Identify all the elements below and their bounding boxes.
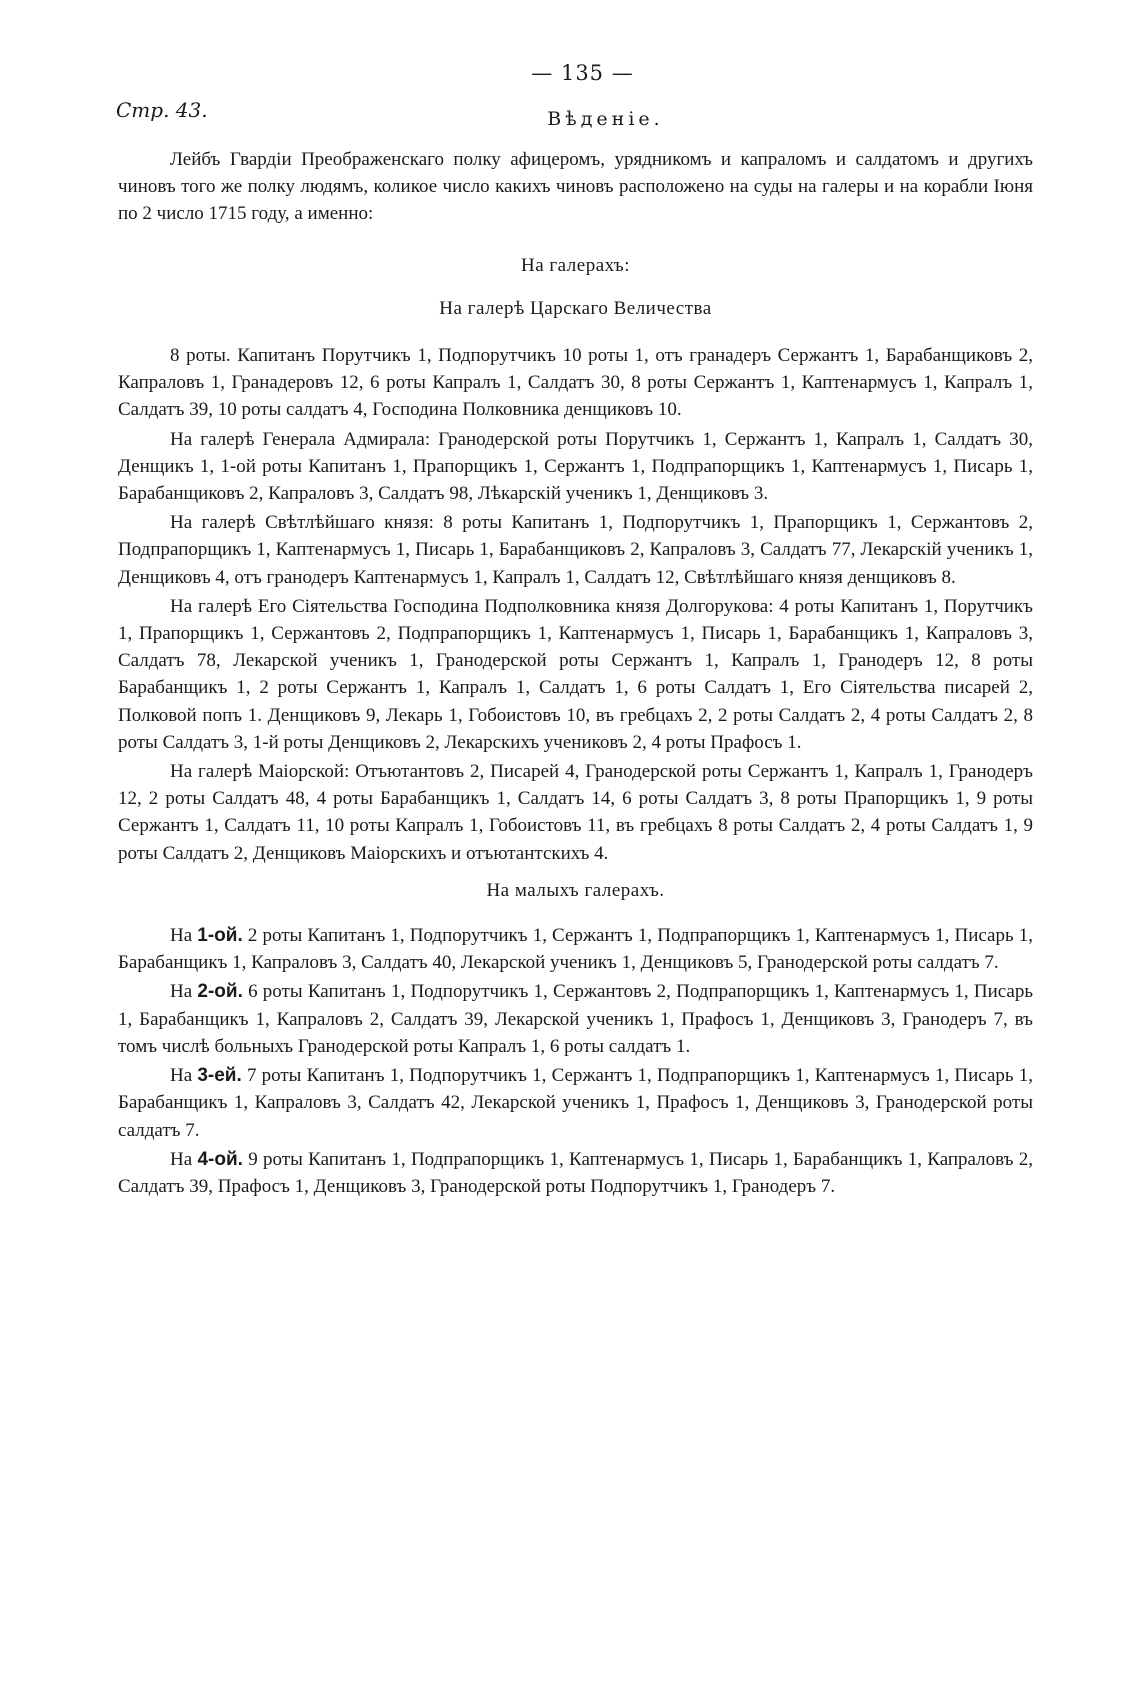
- small-galley-number: 3-ей.: [197, 1065, 242, 1087]
- section-heading-small-galleys: На малыхъ галерахъ.: [486, 879, 665, 901]
- small-galley-prefix: На: [170, 981, 198, 1003]
- small-galley-text: 9 роты Капитанъ 1, Подпрапорщикъ 1, Каптенармусъ 1, Писарь 1, Барабанщикъ 1, Капраловъ 2, Салдатъ 39, Прафосъ 1, Денщиковъ 3, Гранодерской роты Подпорутчикъ 1, Гранодеръ 7.: [118, 1148, 1034, 1197]
- small-galley-number: 1-ой.: [197, 925, 243, 947]
- section-heading-galleys: На галерахъ:: [520, 254, 631, 276]
- paragraph-small-galley-1: [118, 922, 1033, 976]
- intro-paragraph: Лейбъ Гвардіи Преображенскаго полку афицеромъ, урядникомъ и капраломъ и салдатомъ и другихъ чиновъ того же полку людямъ, коликое число какихъ чиновъ расположено на суды на галеры и на корабли Іюня по 2 число 1715 году, а именно:: [118, 149, 1033, 225]
- small-galley-text: 6 роты Капитанъ 1, Подпорутчикъ 1, Сержантовъ 2, Подпрапорщикъ 1, Каптенармусъ 1, Писарь 1, Барабанщикъ 1, Капраловъ 2, Салдатъ 39, Лекарской ученикъ 1, Прафосъ 1, Денщиковъ 3, Гранодеръ 7, въ томъ числѣ больныхъ Гранодерской роты Капралъ 1, 6 роты салдатъ 1.: [118, 981, 1033, 1057]
- section-heading-tsar-galley: На галерѣ Царскаго Величества: [439, 297, 712, 319]
- small-galley-prefix: На: [170, 1148, 198, 1170]
- page-number: — 135 —: [531, 61, 634, 85]
- paragraph-prince-galley: На галерѣ Свѣтлѣйшаго князя: 8 роты Капитанъ 1, Подпорутчикъ 1, Прапорщикъ 1, Сержантовъ 2, Подпрапорщикъ 1, Каптенармусъ 1, Писарь 1, Барабанщиковъ 2, Капраловъ 3, Салдатъ 77, Лекарскій ученикъ 1, Денщиковъ 4, отъ гранодеръ Каптенармусъ 1, Капралъ 1, Салдатъ 12, Свѣтлѣйшаго князя денщиковъ 8.: [118, 512, 1033, 588]
- paragraph-small-galley-4: [118, 1146, 1033, 1200]
- document-body: [118, 146, 1033, 1200]
- header-row: [118, 88, 1033, 146]
- paragraph-major-galley: На галерѣ Маіорской: Отъютантовъ 2, Писарей 4, Гранодерской роты Сержантъ 1, Капралъ 1, Гранодеръ 12, 2 роты Салдатъ 48, 4 роты Барабанщикъ 1, Салдатъ 14, 6 роты Салдатъ 3, 8 роты Прапорщикъ 1, 9 роты Сержантъ 1, Салдатъ 11, 10 роты Капралъ 1, Гобоистовъ 11, въ гребцахъ 8 роты Салдатъ 2, 4 роты Салдатъ 1, 9 роты Салдатъ 2, Денщиковъ Маіорскихъ и отъютантскихъ 4.: [118, 761, 1033, 864]
- paragraph-tsar-galley: 8 роты. Капитанъ Порутчикъ 1, Подпорутчикъ 10 роты 1, отъ гранадеръ Сержантъ 1, Барабанщиковъ 2, Капраловъ 1, Гранадеровъ 12, 6 роты Капралъ 1, Салдатъ 30, 8 роты Сержантъ 1, Каптенармусъ 1, Капралъ 1, Салдатъ 39, 10 роты салдатъ 4, Господина Полковника денщиковъ 10.: [118, 345, 1033, 421]
- small-galley-text: 2 роты Капитанъ 1, Подпорутчикъ 1, Сержантъ 1, Подпрапорщикъ 1, Каптенармусъ 1, Писарь 1, Барабанщикъ 1, Капраловъ 3, Салдатъ 40, Лекарской ученикъ 1, Денщиковъ 5, Гранодерской роты салдатъ 7.: [118, 925, 1033, 974]
- small-galley-number: 2-ой.: [197, 981, 243, 1003]
- document-page: [118, 58, 1033, 1658]
- small-galley-number: 4-ой.: [197, 1148, 243, 1170]
- paragraph-small-galley-3: [118, 1062, 1033, 1144]
- small-galley-prefix: На: [170, 1065, 198, 1087]
- paragraph-small-galley-2: [118, 978, 1033, 1060]
- page-reference: Стр. 43.: [116, 98, 208, 122]
- paragraph-admiral-galley: На галерѣ Генерала Адмирала: Гранодерской роты Порутчикъ 1, Сержантъ 1, Капралъ 1, Салдатъ 30, Денщикъ 1, 1-ой роты Капитанъ 1, Прапорщикъ 1, Сержантъ 1, Подпрапорщикъ 1, Каптенармусъ 1, Писарь 1, Барабанщиковъ 2, Капраловъ 3, Салдатъ 98, Лѣкарскій ученикъ 1, Денщиковъ 3.: [118, 428, 1033, 505]
- small-galley-text: 7 роты Капитанъ 1, Подпорутчикъ 1, Сержантъ 1, Подпрапорщикъ 1, Каптенармусъ 1, Писарь 1, Барабанщикъ 1, Капраловъ 3, Салдатъ 42, Лекарской ученикъ 1, Прафосъ 1, Денщиковъ 3, Гранодерской роты салдатъ 7.: [118, 1065, 1033, 1141]
- small-galley-prefix: На: [170, 925, 198, 947]
- paragraph-dolgorukov-galley: На галерѣ Его Сіятельства Господина Подполковника князя Долгорукова: 4 роты Капитанъ 1, Порутчикъ 1, Прапорщикъ 1, Сержантовъ 2, Подпрапорщикъ 1, Каптенармусъ 1, Писарь 1, Барабанщикъ 1, Капраловъ 3, Салдатъ 78, Лекарской ученикъ 1, Гранодерской роты Сержантъ 1, Капралъ 1, Гранодеръ 12, 8 роты Барабанщикъ 1, 2 роты Сержантъ 1, Капралъ 1, Салдатъ 1, 6 роты Салдатъ 1, Его Сіятельства писарей 2, Полковой попъ 1. Денщиковъ 9, Лекарь 1, Гобоистовъ 10, въ гребцахъ 2, 2 роты Салдатъ 2, 4 роты Салдатъ 2, 8 роты Салдатъ 3, 1-й роты Денщиковъ 2, Лекарскихъ учениковъ 2, 4 роты Прафосъ 1.: [118, 595, 1033, 753]
- document-title: Вѣденіе.: [547, 108, 664, 130]
